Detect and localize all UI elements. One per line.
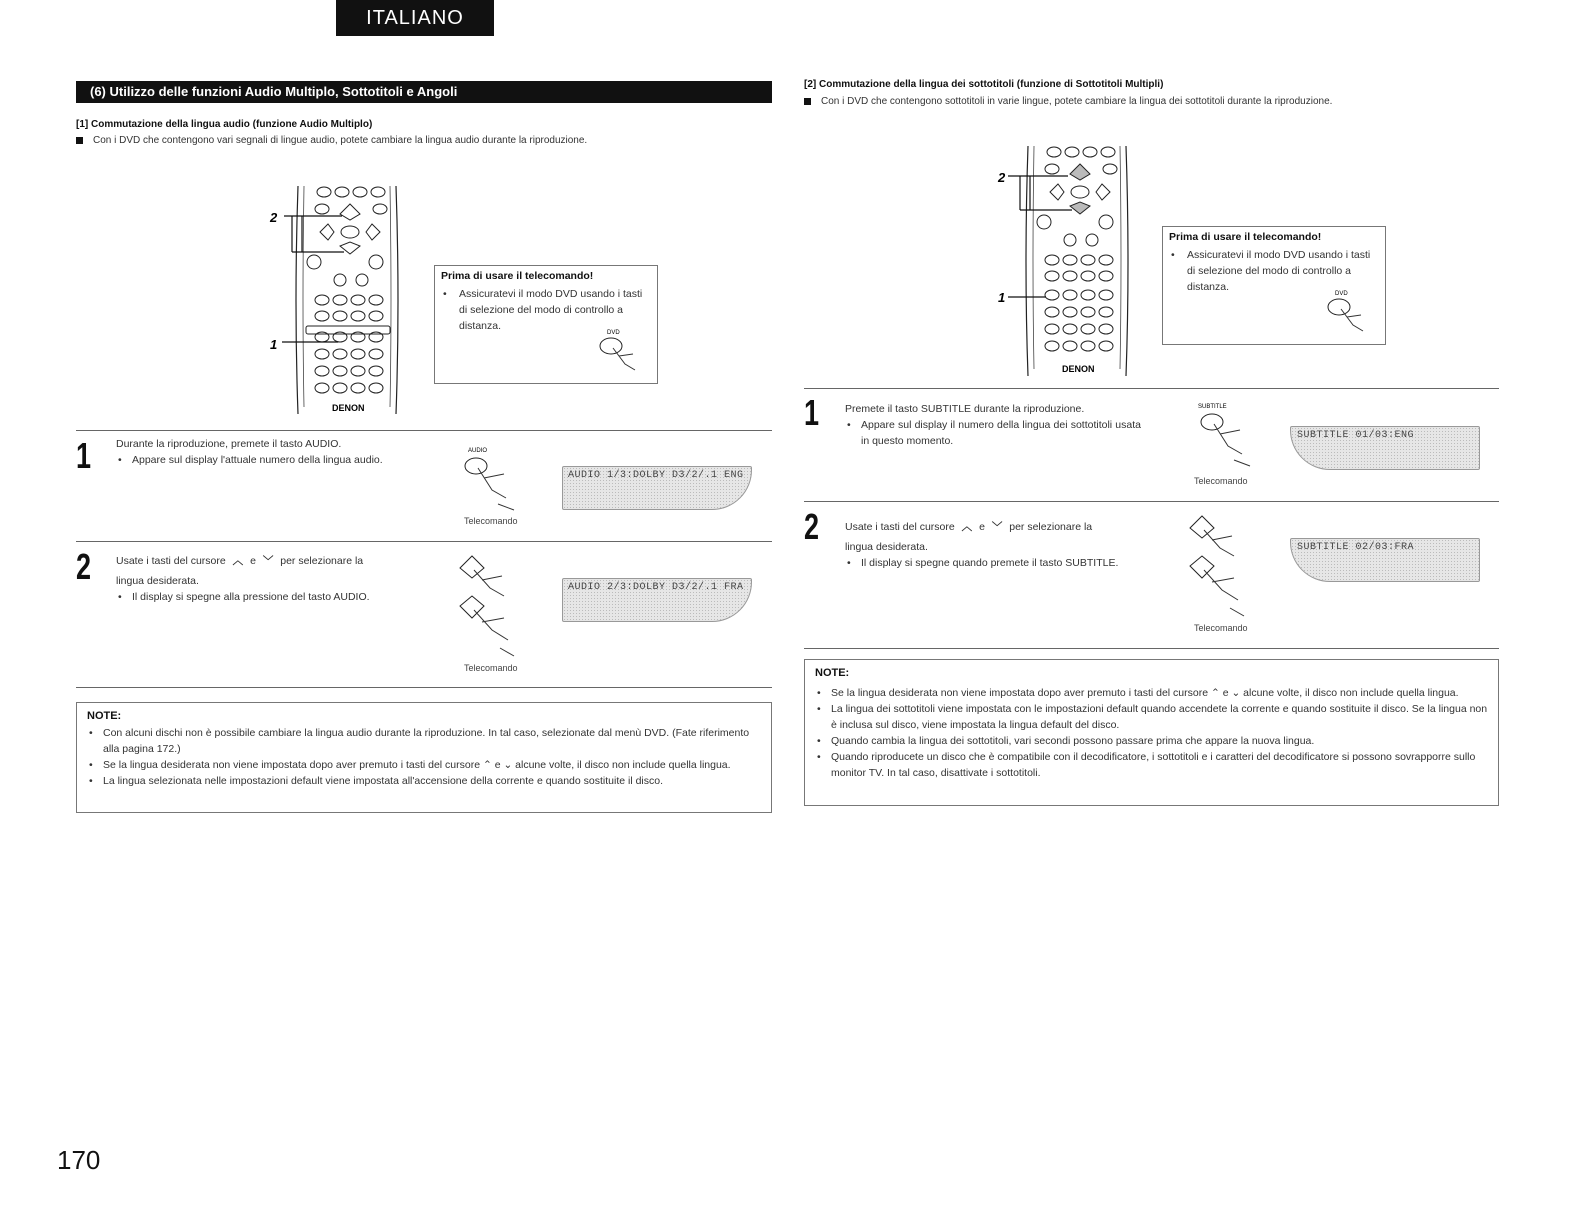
cursor-down-icon: ﹀ (262, 555, 274, 567)
page-number: 170 (57, 1145, 101, 1175)
square-bullet-icon (76, 137, 83, 144)
step2-bullet: • Il display si spegne quando premete il tasto SUBTITLE. (847, 557, 1119, 569)
note-list (87, 725, 763, 789)
audio-button-hand-icon (458, 444, 528, 514)
step-number: 1 (804, 392, 820, 433)
tip-text: • Assicuratevi il modo DVD usando i tasti di selezione del modo di controllo a distanza. (443, 286, 651, 334)
divider (76, 687, 772, 688)
note-item: • Con alcuni dischi non è possibile cambiare la lingua audio durante la riproduzione. In tal caso, selezionate dal menù DVD. (Fate riferimento alla pagina 172.) (87, 725, 763, 757)
step2-line1: Usate i tasti del cursore ︿ e ﹀ per selezionare la (845, 521, 1093, 533)
tip-text: • Assicuratevi il modo DVD usando i tasti di selezione del modo di controllo a distanza. (1171, 247, 1379, 295)
step2-line2: lingua desiderata. (116, 575, 199, 587)
step2-bullet: • Il display si spegne alla pressione del tasto AUDIO. (118, 591, 370, 603)
onscreen-display (1290, 426, 1480, 470)
square-bullet-icon (804, 98, 811, 105)
onscreen-display (562, 578, 752, 622)
left-intro (76, 135, 587, 146)
telecomando-caption: Telecomando (1194, 623, 1248, 633)
language-tab: ITALIANO (336, 0, 494, 36)
onscreen-display (562, 466, 752, 510)
remote-control-illustration (992, 144, 1142, 380)
right-intro-text: Con i DVD che contengono sottotitoli in varie lingue, potete cambiare la lingua dei sottotitoli durante la riproduzione. (821, 96, 1333, 107)
audio-button-label: AUDIO (468, 448, 488, 454)
divider (76, 541, 772, 542)
right-intro (804, 96, 1332, 107)
note-title: NOTE: (87, 710, 122, 722)
note-item: • La lingua selezionata nelle impostazioni default viene impostata all'accensione della corrente e quando sostituite il disco. (87, 773, 763, 789)
note-item: • Quando riproducete un disco che è compatibile con il decodificatore, i sottotitoli e i caratteri del decodificatore si possono sovrapporre sullo monitor TV. In tal caso, disattivate i sottotitoli. (815, 749, 1489, 781)
note-box (76, 702, 772, 813)
cursor-buttons-hand-icon (1182, 512, 1262, 622)
telecomando-caption: Telecomando (1194, 476, 1248, 486)
step-number: 2 (76, 546, 92, 587)
step1-bullet: • Appare sul display l'attuale numero della lingua audio. (118, 454, 383, 466)
divider (804, 388, 1499, 389)
note-item: • Se la lingua desiderata non viene impostata dopo aver premuto i tasti del cursore ⌃ e ⌄ alcune volte, il disco non include quella lingua. (815, 685, 1489, 701)
step2-line1: Usate i tasti del cursore ︿ e ﹀ per selezionare la (116, 555, 364, 567)
dvd-button-label: DVD (1335, 291, 1348, 297)
left-subhead: [1] Commutazione della lingua audio (funzione Audio Multiplo) (76, 119, 373, 130)
step-number: 2 (804, 506, 820, 547)
divider (804, 501, 1499, 502)
telecomando-caption: Telecomando (464, 663, 518, 673)
display-text: AUDIO 2/3:DOLBY D3/2/.1 FRA (568, 582, 744, 593)
remote-callout-2: 2 (998, 170, 1006, 185)
subtitle-button-label: SUBTITLE (1198, 404, 1227, 410)
display-text: AUDIO 1/3:DOLBY D3/2/.1 ENG (568, 470, 744, 481)
note-item: • Se la lingua desiderata non viene impostata dopo aver premuto i tasti del cursore ⌃ e ⌄ alcune volte, il disco non include quella lingua. (87, 757, 763, 773)
cursor-buttons-hand-icon (452, 552, 532, 662)
step1-bullet: • Appare sul display il numero della lingua dei sottotitoli usata in questo momento. (847, 419, 1141, 447)
remote-tip-box (434, 265, 658, 384)
remote-brand: DENON (1062, 364, 1095, 374)
remote-callout-1: 1 (998, 290, 1006, 305)
display-text: SUBTITLE 01/03:ENG (1297, 430, 1415, 441)
remote-callout-2: 2 (270, 210, 278, 225)
right-subhead: [2] Commutazione della lingua dei sottotitoli (funzione di Sottotitoli Multipli) (804, 79, 1164, 90)
cursor-up-icon: ︿ (961, 521, 973, 533)
tip-text-body: Assicuratevi il modo DVD usando i tasti di selezione del modo di controllo a distanza. (459, 288, 643, 332)
note-box (804, 659, 1499, 806)
dvd-button-hand-icon (1323, 287, 1369, 337)
onscreen-display (1290, 538, 1480, 582)
tip-title: Prima di usare il telecomando! (441, 270, 594, 282)
section-title: (6) Utilizzo delle funzioni Audio Multiplo, Sottotitoli e Angoli (76, 81, 772, 103)
divider (76, 430, 772, 431)
cursor-down-icon: ﹀ (991, 521, 1003, 533)
left-intro-text: Con i DVD che contengono vari segnali di lingue audio, potete cambiare la lingua audio durante la riproduzione. (93, 135, 588, 146)
note-title: NOTE: (815, 667, 850, 679)
remote-tip-box (1162, 226, 1386, 345)
remote-callout-1: 1 (270, 337, 278, 352)
subtitle-button-hand-icon (1194, 400, 1264, 470)
dvd-button-hand-icon (595, 326, 641, 376)
display-text: SUBTITLE 02/03:FRA (1297, 542, 1415, 553)
remote-control-illustration (262, 182, 412, 418)
tip-title: Prima di usare il telecomando! (1169, 231, 1322, 243)
remote-brand: DENON (332, 403, 365, 413)
step2-text (845, 519, 1141, 571)
step2-line2: lingua desiderata. (845, 541, 928, 553)
cursor-up-icon: ︿ (232, 555, 244, 567)
note-item: • Quando cambia la lingua dei sottotitoli, vari secondi possono passare prima che appare la nuova lingua. (815, 733, 1489, 749)
step1-line: Durante la riproduzione, premete il tasto AUDIO. (116, 438, 342, 450)
step1-text (845, 401, 1141, 449)
step-number: 1 (76, 435, 92, 476)
step1-line: Premete il tasto SUBTITLE durante la riproduzione. (845, 403, 1085, 415)
note-item: • La lingua dei sottotitoli viene impostata con le impostazioni default quando accendete la corrente e quando sostituite il disco. Se la lingua non è inclusa sul disco, viene impostata la lingua default del disco. (815, 701, 1489, 733)
note-list (815, 685, 1489, 781)
step2-text (116, 553, 412, 605)
telecomando-caption: Telecomando (464, 516, 518, 526)
dvd-button-label: DVD (607, 330, 620, 336)
divider (804, 648, 1499, 649)
step1-text (116, 436, 412, 468)
tip-text-body: Assicuratevi il modo DVD usando i tasti di selezione del modo di controllo a distanza. (1187, 249, 1371, 293)
